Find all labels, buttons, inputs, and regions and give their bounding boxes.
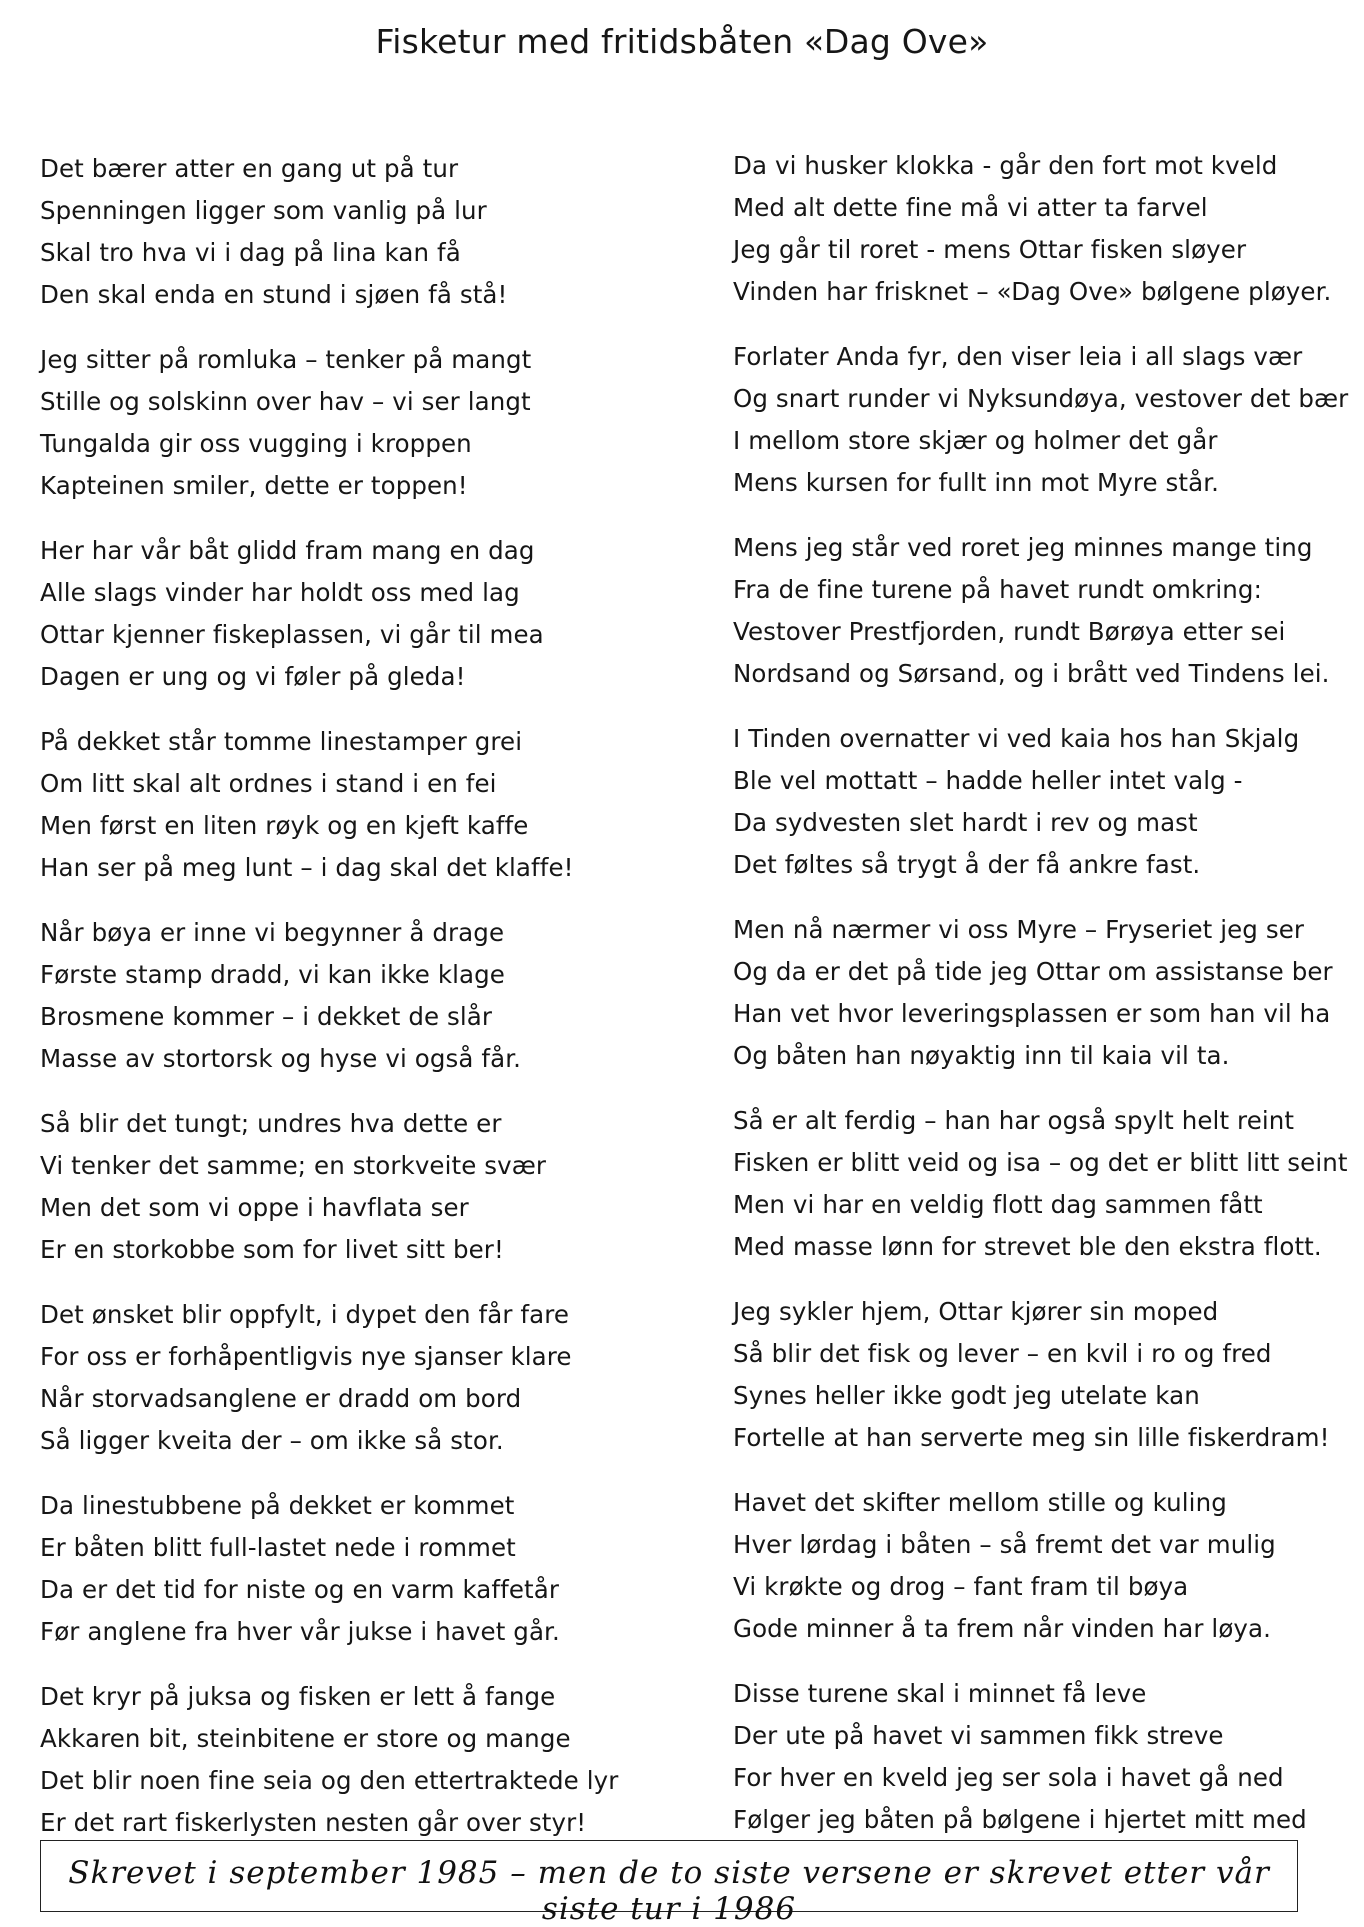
poem-line: Det føltes så trygt å der få ankre fast. (733, 850, 1201, 879)
stanza (733, 336, 1364, 504)
poem-line: Og snart runder vi Nyksundøya, vestover det bær (733, 384, 1349, 413)
poem-line: Så blir det tungt; undres hva dette er (40, 1109, 502, 1138)
poem-line: Gode minner å ta frem når vinden har løya. (733, 1614, 1272, 1643)
stanza (40, 530, 700, 698)
stanza (40, 721, 700, 889)
poem-line: Når bøya er inne vi begynner å drage (40, 918, 505, 947)
poem-line: Det ønsket blir oppfylt, i dypet den får fare (40, 1300, 570, 1329)
poem-line: Fra de fine turene på havet rundt omkring: (733, 575, 1262, 604)
poem-line: Vinden har frisknet – «Dag Ove» bølgene pløyer. (733, 277, 1332, 306)
poem-line: Brosmene kommer – i dekket de slår (40, 1002, 493, 1031)
poem-line: Det kryr på juksa og fisken er lett å fange (40, 1682, 556, 1711)
poem-line: Da vi husker klokka - går den fort mot kveld (733, 151, 1278, 180)
poem-line: Han ser på meg lunt – i dag skal det klaffe! (40, 853, 574, 882)
stanza (733, 1482, 1364, 1650)
poem-line: Er en storkobbe som for livet sitt ber! (40, 1235, 504, 1264)
stanza (733, 718, 1364, 886)
poem-line: Masse av stortorsk og hyse vi også får. (40, 1044, 522, 1073)
stanza (40, 1103, 700, 1271)
poem-line: Det bærer atter en gang ut på tur (40, 154, 459, 183)
poem-line: Jeg går til roret - mens Ottar fisken sløyer (733, 235, 1247, 264)
stanza (733, 527, 1364, 695)
poem-line: Før anglene fra hver vår jukse i havet går. (40, 1617, 560, 1646)
poem-line: Men nå nærmer vi oss Myre – Fryseriet jeg ser (733, 915, 1305, 944)
poem-line: Forlater Anda fyr, den viser leia i all slags vær (733, 342, 1303, 371)
poem-line: Der ute på havet vi sammen fikk streve (733, 1721, 1224, 1750)
stanza (733, 909, 1364, 1077)
stanza (733, 1673, 1364, 1841)
poem-line: Med masse lønn for strevet ble den ekstra flott. (733, 1232, 1322, 1261)
poem-line: Med alt dette fine må vi atter ta farvel (733, 193, 1208, 222)
left-column (40, 148, 700, 1867)
poem-line: Dagen er ung og vi føler på gleda! (40, 662, 466, 691)
poem-line: Her har vår båt glidd fram mang en dag (40, 536, 535, 565)
stanza (40, 1485, 700, 1653)
poem-line: Men først en liten røyk og en kjeft kaffe (40, 811, 529, 840)
poem-line: Og da er det på tide jeg Ottar om assistanse ber (733, 957, 1333, 986)
poem-line: Er det rart fiskerlysten nesten går over styr! (40, 1808, 587, 1837)
poem-line: For oss er forhåpentligvis nye sjanser klare (40, 1342, 572, 1371)
footer-note-box (40, 1840, 1298, 1927)
poem-line: Vi krøkte og drog – fant fram til bøya (733, 1572, 1189, 1601)
poem-line: Mens kursen for fullt inn mot Myre står. (733, 468, 1220, 497)
poem-line: Nordsand og Sørsand, og i brått ved Tindens lei. (733, 659, 1330, 688)
poem-line: Da sydvesten slet hardt i rev og mast (733, 808, 1198, 837)
poem-line: Følger jeg båten på bølgene i hjertet mitt med (733, 1805, 1307, 1834)
poem-title: Fisketur med fritidsbåten «Dag Ove» (375, 22, 989, 61)
poem-line: Den skal enda en stund i sjøen få stå! (40, 280, 508, 309)
poem-line: Alle slags vinder har holdt oss med lag (40, 578, 520, 607)
poem-line: Akkaren bit, steinbitene er store og mange (40, 1724, 571, 1753)
poem-line: Når storvadsanglene er dradd om bord (40, 1384, 522, 1413)
poem-line: Skal tro hva vi i dag på lina kan få (40, 238, 461, 267)
poem-line: Er båten blitt full-lastet nede i rommet (40, 1533, 516, 1562)
stanza (733, 145, 1364, 313)
poem-line: Ottar kjenner fiskeplassen, vi går til mea (40, 620, 544, 649)
stanza (733, 1291, 1364, 1459)
right-column (733, 145, 1364, 1864)
poem-line: Kapteinen smiler, dette er toppen! (40, 471, 468, 500)
poem-line: Så ligger kveita der – om ikke så stor. (40, 1426, 504, 1455)
footer-note: Skrevet i september 1985 – men de to siste versene er skrevet etter vår siste tur i 1986 (68, 1855, 1270, 1927)
poem-line: Så er alt ferdig – han har også spylt helt reint (733, 1106, 1295, 1135)
poem-line: Og båten han nøyaktig inn til kaia vil ta. (733, 1041, 1230, 1070)
poem-line: Vi tenker det samme; en storkveite svær (40, 1151, 547, 1180)
poem-line: Men vi har en veldig flott dag sammen fått (733, 1190, 1263, 1219)
poem-line: Fisken er blitt veid og isa – og det er blitt litt seint (733, 1148, 1348, 1177)
poem-line: Stille og solskinn over hav – vi ser langt (40, 387, 531, 416)
poem-line: På dekket står tomme linestamper grei (40, 727, 523, 756)
poem-line: I Tinden overnatter vi ved kaia hos han Skjalg (733, 724, 1300, 753)
poem-line: Første stamp dradd, vi kan ikke klage (40, 960, 505, 989)
stanza (40, 1294, 700, 1462)
poem-line: Men det som vi oppe i havflata ser (40, 1193, 469, 1222)
poem-line: Spenningen ligger som vanlig på lur (40, 196, 487, 225)
poem-line: Da er det tid for niste og en varm kaffetår (40, 1575, 560, 1604)
stanza (40, 1676, 700, 1844)
poem-line: Så blir det fisk og lever – en kvil i ro og fred (733, 1339, 1272, 1368)
poem-line: Hver lørdag i båten – så fremt det var mulig (733, 1530, 1276, 1559)
poem-line: Havet det skifter mellom stille og kuling (733, 1488, 1227, 1517)
poem-line: Han vet hvor leveringsplassen er som han vil ha (733, 999, 1331, 1028)
poem-line: Det blir noen fine seia og den ettertraktede lyr (40, 1766, 619, 1795)
poem-line: For hver en kveld jeg ser sola i havet gå ned (733, 1763, 1284, 1792)
stanza (40, 148, 700, 316)
poem-line: Fortelle at han serverte meg sin lille fiskerdram! (733, 1423, 1330, 1452)
poem-line: I mellom store skjær og holmer det går (733, 426, 1218, 455)
poem-line: Jeg sitter på romluka – tenker på mangt (40, 345, 532, 374)
poem-line: Mens jeg står ved roret jeg minnes mange ting (733, 533, 1313, 562)
stanza (40, 339, 700, 507)
poem-line: Tungalda gir oss vugging i kroppen (40, 429, 472, 458)
poem-line: Jeg sykler hjem, Ottar kjører sin moped (733, 1297, 1219, 1326)
poem-line: Ble vel mottatt – hadde heller intet valg - (733, 766, 1243, 795)
poem-line: Synes heller ikke godt jeg utelate kan (733, 1381, 1200, 1410)
stanza (40, 912, 700, 1080)
poem-line: Disse turene skal i minnet få leve (733, 1679, 1147, 1708)
poem-line: Da linestubbene på dekket er kommet (40, 1491, 515, 1520)
stanza (733, 1100, 1364, 1268)
poem-line: Om litt skal alt ordnes i stand i en fei (40, 769, 497, 798)
poem-line: Vestover Prestfjorden, rundt Børøya etter sei (733, 617, 1286, 646)
